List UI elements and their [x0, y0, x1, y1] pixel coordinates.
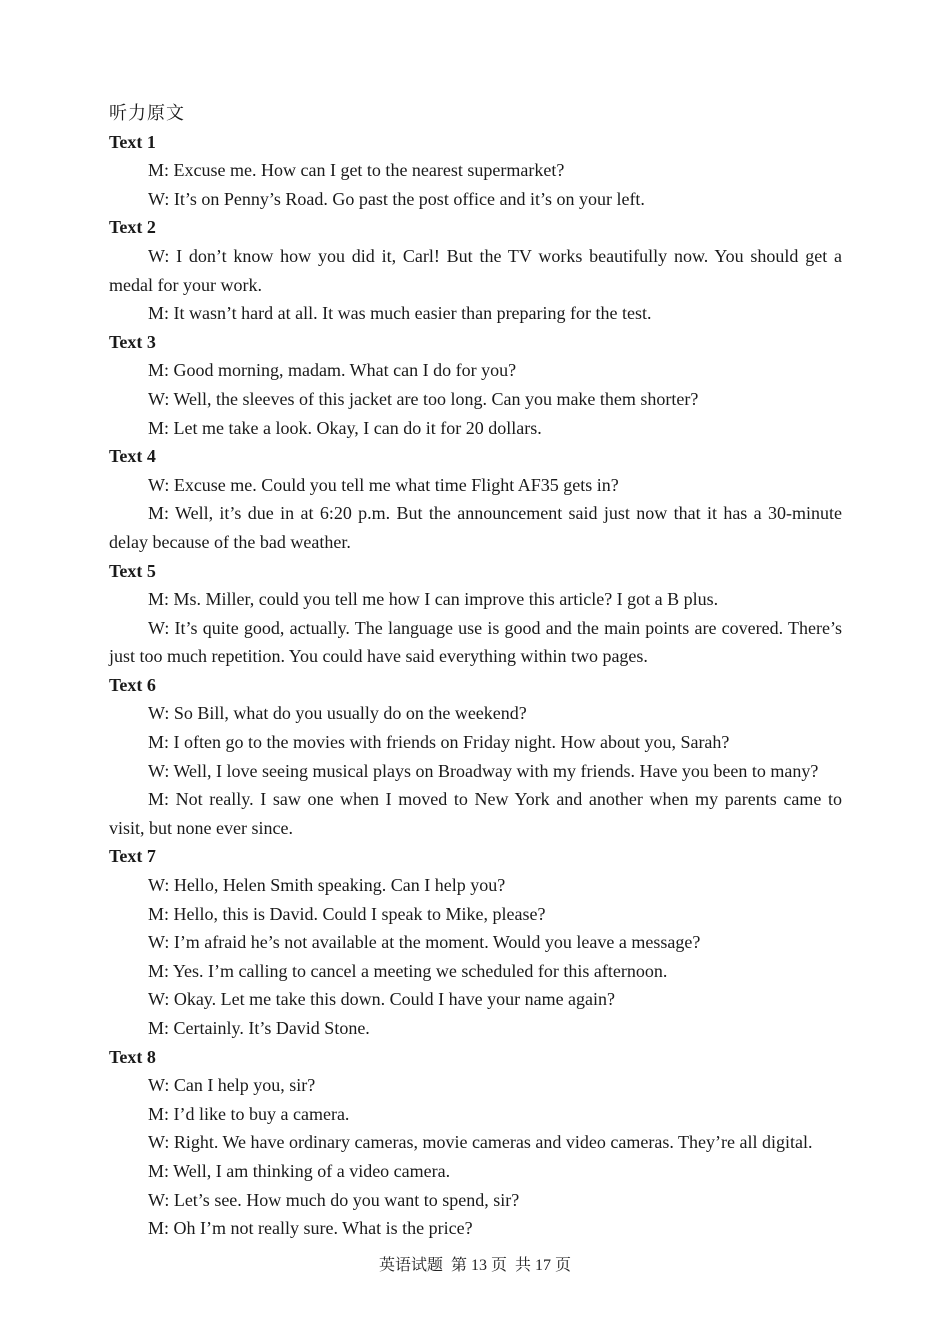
- section-heading: Text 4: [109, 446, 156, 467]
- dialogue-line: M: Ms. Miller, could you tell me how I can improve this article? I got a B plus.: [148, 589, 719, 610]
- dialogue-line: W: It’s on Penny’s Road. Go past the post office and it’s on your left.: [148, 188, 645, 209]
- dialogue-line: M: Yes. I’m calling to cancel a meeting we scheduled for this afternoon.: [148, 960, 668, 981]
- dialogue-line: W: Let’s see. How much do you want to spend, sir?: [148, 1189, 520, 1210]
- section-heading: Text 1: [109, 131, 156, 152]
- dialogue-line: M: Well, I am thinking of a video camera.: [148, 1160, 451, 1181]
- dialogue-line: M: Let me take a look. Okay, I can do it for 20 dollars.: [148, 417, 542, 438]
- dialogue-line: W: Hello, Helen Smith speaking. Can I help you?: [148, 875, 506, 896]
- text-section: [109, 328, 842, 442]
- text-section: [109, 1043, 842, 1243]
- text-section: [109, 213, 842, 327]
- text-section: [109, 557, 842, 671]
- dialogue-line: W: Right. We have ordinary cameras, movie cameras and video cameras. They’re all digital.: [148, 1132, 813, 1153]
- section-heading: Text 8: [109, 1046, 156, 1067]
- dialogue-line: W: Can I help you, sir?: [148, 1075, 316, 1096]
- dialogue-line: W: Well, the sleeves of this jacket are too long. Can you make them shorter?: [148, 388, 699, 409]
- dialogue-line: W: I’m afraid he’s not available at the moment. Would you leave a message?: [148, 932, 701, 953]
- text-section: [109, 842, 842, 1042]
- transcript-page: [109, 99, 842, 1243]
- dialogue-line: M: Excuse me. How can I get to the nearest supermarket?: [148, 160, 565, 181]
- dialogue-line: W: It’s quite good, actually. The language use is good and the main points are covered. There’s just too much repetition. You could have said everything within two pages.: [109, 617, 842, 667]
- dialogue-line: M: I’d like to buy a camera.: [148, 1103, 350, 1124]
- text-section: [109, 671, 842, 843]
- dialogue-line: M: Oh I’m not really sure. What is the price?: [148, 1218, 473, 1239]
- dialogue-line: M: Certainly. It’s David Stone.: [148, 1018, 370, 1038]
- document-title: 听力原文: [109, 103, 185, 123]
- page-footer: 英语试题 第 13 页 共 17 页: [378, 1257, 571, 1274]
- dialogue-line: W: So Bill, what do you usually do on the weekend?: [148, 703, 527, 724]
- dialogue-line: M: Hello, this is David. Could I speak to Mike, please?: [148, 903, 546, 924]
- section-heading: Text 3: [109, 331, 156, 352]
- dialogue-line: W: Excuse me. Could you tell me what time Flight AF35 gets in?: [148, 474, 619, 495]
- text-section: [109, 442, 842, 556]
- dialogue-line: M: Well, it’s due in at 6:20 p.m. But the announcement said just now that it has a 30-minute delay because of the bad weather.: [109, 503, 842, 552]
- section-heading: Text 5: [109, 560, 156, 581]
- dialogue-line: M: It wasn’t hard at all. It was much easier than preparing for the test.: [148, 303, 652, 324]
- dialogue-line: M: Good morning, madam. What can I do for you?: [148, 360, 517, 381]
- dialogue-line: M: I often go to the movies with friends on Friday night. How about you, Sarah?: [148, 732, 730, 753]
- dialogue-line: W: Okay. Let me take this down. Could I have your name again?: [148, 989, 616, 1010]
- section-heading: Text 6: [109, 674, 156, 695]
- section-heading: Text 2: [109, 217, 156, 238]
- transcript-sections: [109, 128, 842, 1243]
- dialogue-line: W: Well, I love seeing musical plays on Broadway with my friends. Have you been to many?: [148, 760, 819, 781]
- dialogue-line: M: Not really. I saw one when I moved to New York and another when my parents came to visit, but none ever since.: [109, 789, 842, 838]
- text-section: [109, 128, 842, 214]
- dialogue-line: W: I don’t know how you did it, Carl! But the TV works beautifully now. You should get a medal for your work.: [109, 245, 842, 295]
- section-heading: Text 7: [109, 846, 156, 867]
